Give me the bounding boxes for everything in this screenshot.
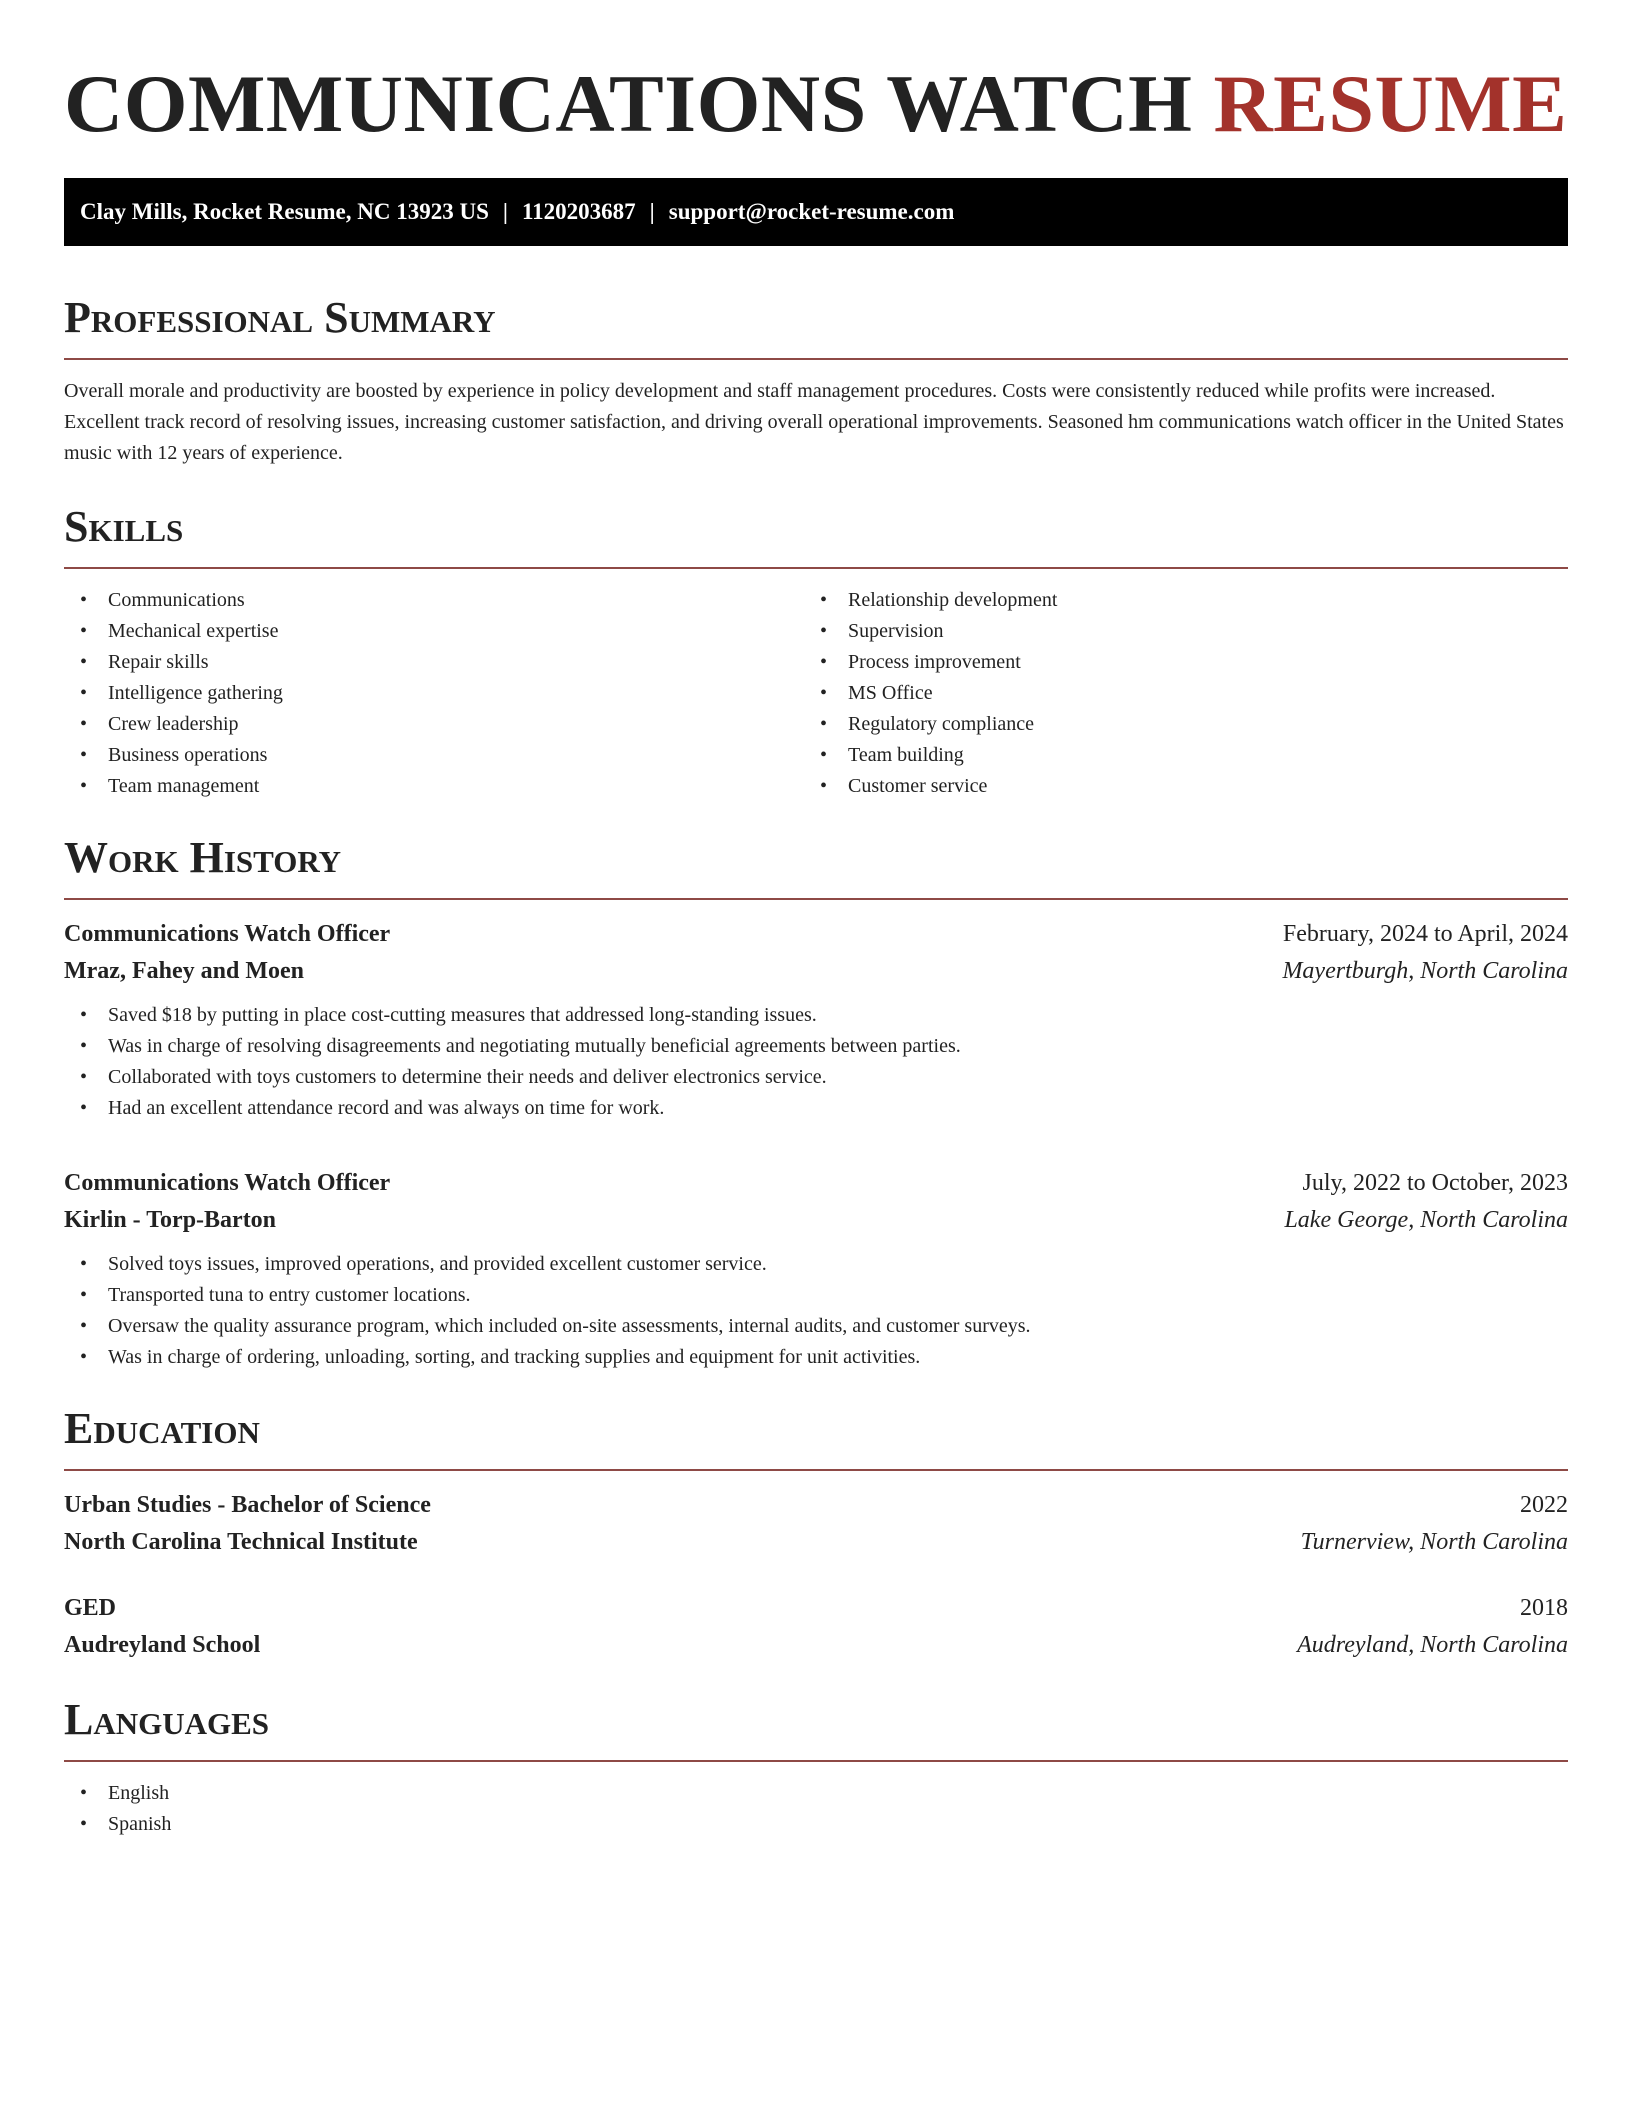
skills-section — [64, 497, 1568, 802]
education-degree-row — [64, 1590, 1568, 1627]
job-company: Kirlin - Torp-Barton — [64, 1207, 277, 1233]
summary-section — [64, 288, 1568, 469]
skill-item: • Mechanical expertise — [64, 616, 804, 647]
skill-item: • Crew leadership — [64, 709, 804, 740]
job-location: Mayertburgh, North Carolina — [1282, 958, 1568, 984]
skill-item: • Repair skills — [64, 647, 804, 678]
skill-item: • Relationship development — [804, 585, 1544, 616]
job-bullet: • Oversaw the quality assurance program, which included on-site assessments, internal audits, and customer surveys. — [64, 1311, 1568, 1342]
skills-grid — [64, 585, 1568, 802]
education-year: 2022 — [1520, 1492, 1568, 1518]
skill-item: • Customer service — [804, 771, 1544, 802]
skill-item: • Team building — [804, 740, 1544, 771]
job-header-row — [64, 1165, 1568, 1202]
section-divider — [64, 898, 1568, 900]
education-heading: Education — [64, 1404, 260, 1453]
summary-text: Overall morale and productivity are boosted by experience in policy development and staff management procedures. Costs were consistently reduced while profits were increased. Excellent track record of resolving issues, increasing customer satisfaction, and driving overall operational improvements. Seasoned hm communications watch officer in the United States music with 12 years of experience. — [64, 380, 1564, 464]
section-divider — [64, 358, 1568, 360]
job-company-row — [64, 953, 1568, 990]
language-item: • Spanish — [64, 1809, 1568, 1840]
skill-item: • Process improvement — [804, 647, 1544, 678]
education-year: 2018 — [1520, 1595, 1568, 1621]
contact-phone: 1120203687 — [521, 199, 636, 224]
education-entry — [64, 1590, 1568, 1664]
education-school: North Carolina Technical Institute — [64, 1529, 418, 1555]
skill-item: • Business operations — [64, 740, 804, 771]
job-title: Communications Watch Officer — [64, 921, 391, 947]
job-bullet: • Was in charge of resolving disagreements and negotiating mutually beneficial agreements between parties. — [64, 1031, 1568, 1062]
education-school-row — [64, 1627, 1568, 1664]
job-bullet: • Was in charge of ordering, unloading, sorting, and tracking supplies and equipment for unit activities. — [64, 1342, 1568, 1373]
skill-item: • Team management — [64, 771, 804, 802]
job-dates: July, 2022 to October, 2023 — [1302, 1170, 1568, 1196]
job-entry — [64, 916, 1568, 1124]
job-company-row — [64, 1202, 1568, 1239]
job-bullet: • Had an excellent attendance record and was always on time for work. — [64, 1093, 1568, 1124]
skill-item: • MS Office — [804, 678, 1544, 709]
job-header-row — [64, 916, 1568, 953]
languages-heading: Languages — [64, 1695, 270, 1744]
summary-heading: Professional Summary — [64, 293, 496, 342]
job-bullet: • Transported tuna to entry customer locations. — [64, 1280, 1568, 1311]
job-bullet: • Saved $18 by putting in place cost-cutting measures that addressed long-standing issues. — [64, 1000, 1568, 1031]
title-main: COMMUNICATIONS WATCH — [64, 58, 1193, 149]
resume-title — [64, 54, 1568, 154]
skill-item: • Communications — [64, 585, 804, 616]
job-title: Communications Watch Officer — [64, 1170, 391, 1196]
skills-heading: Skills — [64, 502, 184, 551]
skills-list-right — [804, 585, 1544, 802]
education-degree: GED — [64, 1595, 117, 1621]
languages-list — [64, 1778, 1568, 1840]
section-divider — [64, 567, 1568, 569]
work-section — [64, 828, 1568, 1373]
skill-item: • Intelligence gathering — [64, 678, 804, 709]
contact-separator: | — [502, 199, 508, 224]
education-school-row — [64, 1524, 1568, 1561]
contact-bar — [64, 178, 1568, 246]
education-entry — [64, 1487, 1568, 1561]
languages-section — [64, 1690, 1568, 1840]
education-location: Audreyland, North Carolina — [1297, 1632, 1568, 1658]
job-company: Mraz, Fahey and Moen — [64, 958, 304, 984]
section-divider — [64, 1760, 1568, 1762]
job-bullet: • Collaborated with toys customers to determine their needs and deliver electronics service. — [64, 1062, 1568, 1093]
job-location: Lake George, North Carolina — [1284, 1207, 1568, 1233]
title-accent: RESUME — [1213, 58, 1568, 149]
language-item: • English — [64, 1778, 1568, 1809]
section-divider — [64, 1469, 1568, 1471]
education-school: Audreyland School — [64, 1632, 261, 1658]
contact-email: support@rocket-resume.com — [668, 199, 955, 224]
job-bullet-list — [64, 1000, 1568, 1124]
education-degree: Urban Studies - Bachelor of Science — [64, 1492, 431, 1518]
job-bullet-list — [64, 1249, 1568, 1373]
contact-address: Clay Mills, Rocket Resume, NC 13923 US — [80, 199, 489, 224]
work-heading: Work History — [64, 833, 342, 882]
contact-separator: | — [649, 199, 655, 224]
education-section — [64, 1399, 1568, 1664]
education-location: Turnerview, North Carolina — [1300, 1529, 1568, 1555]
education-degree-row — [64, 1487, 1568, 1524]
job-entry — [64, 1165, 1568, 1373]
job-dates: February, 2024 to April, 2024 — [1282, 921, 1568, 947]
skill-item: • Regulatory compliance — [804, 709, 1544, 740]
job-bullet: • Solved toys issues, improved operations, and provided excellent customer service. — [64, 1249, 1568, 1280]
skills-list-left — [64, 585, 804, 802]
skill-item: • Supervision — [804, 616, 1544, 647]
